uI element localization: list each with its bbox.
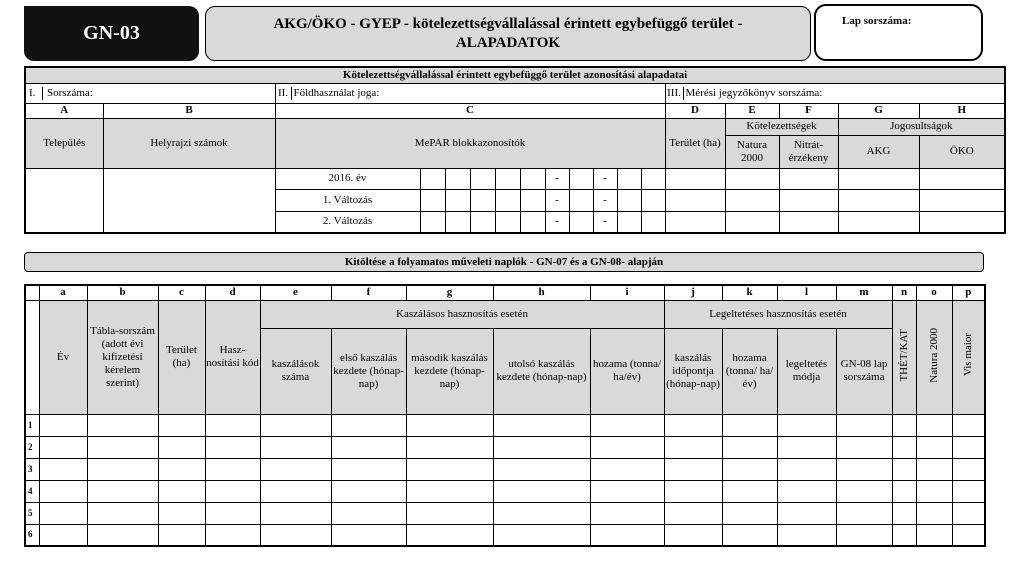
log-cell-m[interactable] [836, 436, 892, 458]
log-header-mowing-group: Kaszálásos hasznosítás esetén [260, 300, 664, 328]
log-cell-p[interactable] [952, 414, 985, 436]
log-cell-l[interactable] [777, 524, 836, 546]
col-letter-a: A [25, 103, 103, 118]
log-cell-k[interactable] [722, 502, 777, 524]
log-letter-a: a [39, 285, 87, 300]
log-cell-h[interactable] [493, 480, 590, 502]
log-cell-i[interactable] [590, 524, 664, 546]
fill-instruction-banner: Kitöltése a folyamatos műveleti naplók - GN-07 és a GN-08- alapján [24, 252, 984, 272]
col-letter-h: H [919, 103, 1005, 118]
column-letter-row [25, 103, 1005, 118]
log-cell-l[interactable] [777, 414, 836, 436]
log-cell-j[interactable] [664, 436, 722, 458]
log-letter-n: n [892, 285, 916, 300]
log-cell-n[interactable] [892, 502, 916, 524]
header-obligations: Kötelezettségek [725, 118, 838, 135]
serial-number-label: Sorszáma: [47, 86, 93, 99]
sheet-number-label: Lap sorszáma: [842, 15, 912, 27]
log-row-number: 2 [25, 436, 39, 458]
header-area: Terület (ha) [665, 118, 725, 168]
log-letter-g: g [406, 285, 493, 300]
log-cell-p[interactable] [952, 458, 985, 480]
log-cell-b[interactable] [87, 436, 158, 458]
log-row [25, 414, 985, 436]
header-akg: AKG [838, 135, 919, 168]
log-cell-a[interactable] [39, 502, 87, 524]
log-cell-g[interactable] [406, 502, 493, 524]
col-letter-f: F [779, 103, 838, 118]
log-cell-p[interactable] [952, 480, 985, 502]
log-cell-d[interactable] [205, 458, 260, 480]
log-cell-o[interactable] [916, 436, 952, 458]
log-cell-n[interactable] [892, 524, 916, 546]
block-id-separator: - [593, 211, 617, 233]
log-cell-j[interactable] [664, 480, 722, 502]
parcel-numbers-input[interactable] [103, 168, 275, 233]
header-entitlements: Jogosultságok [838, 118, 1005, 135]
log-letter-i: i [590, 285, 664, 300]
log-row [25, 502, 985, 524]
log-cell-c[interactable] [158, 480, 205, 502]
log-cell-o[interactable] [916, 524, 952, 546]
block-id-separator: - [545, 211, 569, 233]
col-letter-d: D [665, 103, 725, 118]
col-letter-b: B [103, 103, 275, 118]
block-id-separator: - [593, 168, 617, 189]
log-cell-c[interactable] [158, 502, 205, 524]
log-cell-k[interactable] [722, 524, 777, 546]
log-row-number: 4 [25, 480, 39, 502]
log-cell-f[interactable] [331, 436, 406, 458]
log-cell-g[interactable] [406, 436, 493, 458]
log-header-last-mowing: utolsó kaszálás kezdete (hónap-nap) [493, 328, 590, 414]
log-cell-p[interactable] [952, 436, 985, 458]
log-cell-a[interactable] [39, 414, 87, 436]
log-rows [25, 414, 985, 546]
log-letter-k: k [722, 285, 777, 300]
log-cell-j[interactable] [664, 502, 722, 524]
log-cell-k[interactable] [722, 480, 777, 502]
col-letter-e: E [725, 103, 779, 118]
log-letter-c: c [158, 285, 205, 300]
log-letter-e: e [260, 285, 331, 300]
land-use-right-roman: II. [276, 87, 292, 100]
log-cell-n[interactable] [892, 436, 916, 458]
land-use-right-label: Földhasználat joga: [293, 86, 380, 99]
log-cell-k[interactable] [722, 414, 777, 436]
log-row-number: 1 [25, 414, 39, 436]
log-cell-m[interactable] [836, 414, 892, 436]
row-label-2016: 2016. év [275, 168, 420, 189]
serial-number-field[interactable] [25, 83, 275, 103]
log-cell-n[interactable] [892, 480, 916, 502]
log-cell-m[interactable] [836, 458, 892, 480]
log-header-grazing-yield: hozama (tonna/ ha/év) [722, 328, 777, 414]
col-letter-c: C [275, 103, 665, 118]
log-cell-b[interactable] [87, 458, 158, 480]
identification-table [24, 66, 1006, 234]
log-letter-o: o [916, 285, 952, 300]
log-cell-b[interactable] [87, 480, 158, 502]
log-cell-d[interactable] [205, 436, 260, 458]
log-cell-m[interactable] [836, 480, 892, 502]
log-cell-o[interactable] [916, 414, 952, 436]
log-cell-n[interactable] [892, 458, 916, 480]
log-cell-l[interactable] [777, 436, 836, 458]
block-id-separator: - [545, 189, 569, 211]
log-column-letter-row [25, 285, 985, 300]
log-letter-d: d [205, 285, 260, 300]
log-cell-p[interactable] [952, 524, 985, 546]
log-row-number: 6 [25, 524, 39, 546]
log-cell-i[interactable] [590, 458, 664, 480]
log-header-mowing-yield: hozama (tonna/ ha/év) [590, 328, 664, 414]
log-cell-e[interactable] [260, 458, 331, 480]
log-cell-c[interactable] [158, 524, 205, 546]
log-header-grazing-group: Legeltetéses hasznosítás esetén [664, 300, 892, 328]
log-header-first-mowing: első kaszálás kezdete (hónap-nap) [331, 328, 406, 414]
log-row [25, 480, 985, 502]
log-cell-d[interactable] [205, 414, 260, 436]
log-letter-h: h [493, 285, 590, 300]
header-parcel-numbers: Helyrajzi számok [103, 118, 275, 168]
log-cell-d[interactable] [205, 524, 260, 546]
log-cell-h[interactable] [493, 436, 590, 458]
log-letter-l: l [777, 285, 836, 300]
log-header-second-mowing: második kaszálás kezdete (hónap-nap) [406, 328, 493, 414]
log-cell-g[interactable] [406, 524, 493, 546]
log-cell-a[interactable] [39, 436, 87, 458]
log-row [25, 436, 985, 458]
log-header-grazing-method: legeltetés módja [777, 328, 836, 414]
log-cell-o[interactable] [916, 480, 952, 502]
log-cell-i[interactable] [590, 502, 664, 524]
measurement-report-roman: III. [666, 87, 684, 100]
header-nitrate-sensitive: Nitrát-érzékeny [779, 135, 838, 168]
row-label-change-2: 2. Változás [275, 211, 420, 233]
row-label-change-1: 1. Változás [275, 189, 420, 211]
log-cell-i[interactable] [590, 436, 664, 458]
log-cell-e[interactable] [260, 524, 331, 546]
log-header-natura-2000: Natura 2000 [916, 300, 952, 414]
log-cell-e[interactable] [260, 414, 331, 436]
log-header-year: Év [39, 300, 87, 414]
form-title-line-2: ALAPADATOK [455, 34, 561, 51]
form-title-line-1: AKG/ÖKO - GYEP - kötelezettségvállalással érintett egybefüggő terület - [273, 15, 743, 32]
log-cell-f[interactable] [331, 502, 406, 524]
log-cell-b[interactable] [87, 524, 158, 546]
form-code: GN-03 [24, 6, 199, 61]
log-cell-g[interactable] [406, 458, 493, 480]
log-letter-f: f [331, 285, 406, 300]
identification-row [25, 168, 1005, 189]
log-header-thet-kat: THÉT/KAT [892, 300, 916, 414]
log-cell-k[interactable] [722, 458, 777, 480]
log-cell-m[interactable] [836, 502, 892, 524]
log-header-field-number: Tábla-sorszám (adott évi kifizetési kérelem szerint) [87, 300, 158, 414]
log-cell-j[interactable] [664, 458, 722, 480]
log-cell-k[interactable] [722, 436, 777, 458]
log-row [25, 458, 985, 480]
log-cell-h[interactable] [493, 502, 590, 524]
log-cell-n[interactable] [892, 414, 916, 436]
log-cell-o[interactable] [916, 458, 952, 480]
log-cell-c[interactable] [158, 414, 205, 436]
log-header-usage-code: Hasz-nosítási kód [205, 300, 260, 414]
log-cell-c[interactable] [158, 436, 205, 458]
log-cell-h[interactable] [493, 414, 590, 436]
log-cell-b[interactable] [87, 502, 158, 524]
log-cell-m[interactable] [836, 524, 892, 546]
header-natura-2000: Natura 2000 [725, 135, 779, 168]
log-letter-b: b [87, 285, 158, 300]
log-cell-p[interactable] [952, 502, 985, 524]
log-cell-b[interactable] [87, 414, 158, 436]
header-oko: ÖKO [919, 135, 1005, 168]
block-id-separator: - [593, 189, 617, 211]
log-cell-e[interactable] [260, 502, 331, 524]
log-cell-l[interactable] [777, 458, 836, 480]
block-id-separator: - [545, 168, 569, 189]
log-cell-l[interactable] [777, 480, 836, 502]
log-cell-f[interactable] [331, 480, 406, 502]
log-header-area: Terület (ha) [158, 300, 205, 414]
log-cell-f[interactable] [331, 458, 406, 480]
log-cell-i[interactable] [590, 414, 664, 436]
col-letter-g: G [838, 103, 919, 118]
log-letter-j: j [664, 285, 722, 300]
log-letter-m: m [836, 285, 892, 300]
serial-number-roman: I. [29, 87, 43, 100]
identification-title: Kötelezettségvállalással érintett egybefüggő terület azonosítási alapadatai [25, 67, 1005, 83]
log-cell-i[interactable] [590, 480, 664, 502]
log-cell-j[interactable] [664, 414, 722, 436]
settlement-input[interactable] [25, 168, 103, 233]
log-cell-d[interactable] [205, 480, 260, 502]
log-row-number: 3 [25, 458, 39, 480]
log-cell-a[interactable] [39, 480, 87, 502]
header-settlement: Település [25, 118, 103, 168]
operations-log-table [24, 284, 986, 547]
log-header-vis-maior: Vis maior [952, 300, 985, 414]
log-cell-d[interactable] [205, 502, 260, 524]
log-cell-h[interactable] [493, 524, 590, 546]
log-cell-e[interactable] [260, 480, 331, 502]
sheet-number-field[interactable] [814, 4, 983, 61]
measurement-report-label: Mérési jegyzőkönyv sorszáma: [685, 86, 823, 99]
log-header-gn08-sheet: GN-08 lap sorszáma [836, 328, 892, 414]
form-title [205, 6, 811, 61]
log-cell-e[interactable] [260, 436, 331, 458]
log-cell-h[interactable] [493, 458, 590, 480]
log-cell-g[interactable] [406, 480, 493, 502]
log-row [25, 524, 985, 546]
log-cell-g[interactable] [406, 414, 493, 436]
measurement-report-field[interactable] [665, 83, 1005, 103]
log-letter-p: p [952, 285, 985, 300]
log-cell-a[interactable] [39, 458, 87, 480]
log-cell-f[interactable] [331, 524, 406, 546]
log-cell-a[interactable] [39, 524, 87, 546]
log-header-mowing-date: kaszálás időpontja (hónap-nap) [664, 328, 722, 414]
land-use-right-field[interactable] [275, 83, 665, 103]
log-cell-c[interactable] [158, 458, 205, 480]
log-cell-f[interactable] [331, 414, 406, 436]
log-row-number: 5 [25, 502, 39, 524]
log-cell-l[interactable] [777, 502, 836, 524]
log-cell-o[interactable] [916, 502, 952, 524]
header-mepar-block-ids: MePAR blokkazonosítók [275, 118, 665, 168]
log-header-mowing-count: kaszálások száma [260, 328, 331, 414]
log-cell-j[interactable] [664, 524, 722, 546]
